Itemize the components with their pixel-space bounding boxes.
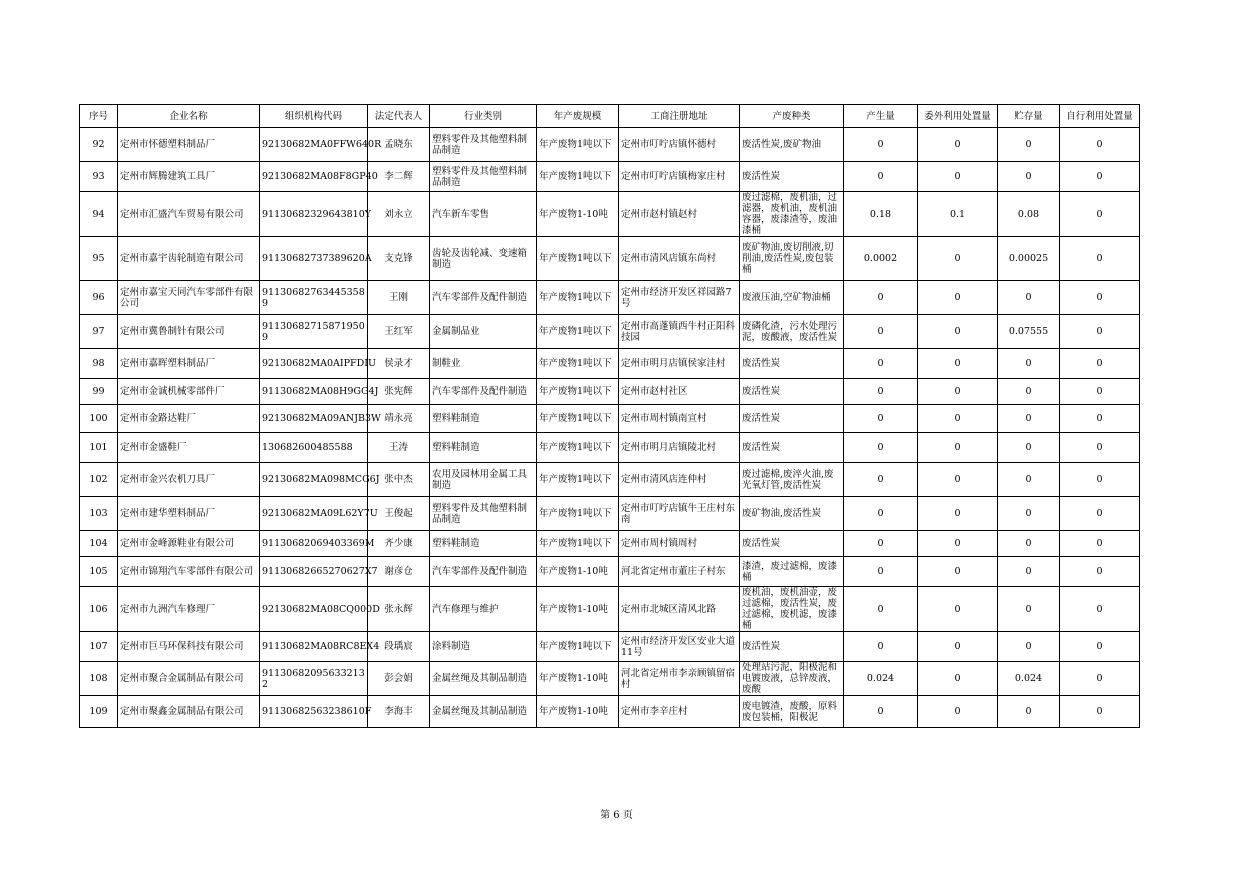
cell-no: 106 [80,587,118,632]
cell-rep: 王刚 [368,281,430,315]
waste-register-table-container [79,104,1140,728]
cell-store: 0 [998,379,1060,405]
cell-code: 91130682665270627X7 [260,557,368,587]
header-no: 序号 [80,105,118,128]
cell-name: 定州市汇盛汽车贸易有限公司 [118,192,260,237]
cell-code: 91130682MA08H9GG4J [260,379,368,405]
cell-addr: 定州市高蓬镇西牛村正阳科技园 [619,315,740,349]
cell-waste: 废活性炭 [740,162,844,192]
cell-industry: 农用及园林用金属工具制造 [430,463,537,497]
cell-rep: 张中杰 [368,463,430,497]
cell-addr: 定州市周村镇南宣村 [619,405,740,433]
header-row [80,105,1140,128]
cell-rep: 齐少康 [368,531,430,557]
cell-name: 定州市金盛鞋厂 [118,433,260,463]
cell-name: 定州市建华塑料制品厂 [118,497,260,531]
cell-name: 定州市辉腾建筑工具厂 [118,162,260,192]
table-row [80,662,1140,696]
cell-name: 定州市嘉宇齿轮制造有限公司 [118,237,260,281]
header-store: 贮存量 [998,105,1060,128]
cell-store: 0 [998,587,1060,632]
cell-gen: 0 [844,497,918,531]
cell-gen: 0 [844,349,918,379]
cell-industry: 制鞋业 [430,349,537,379]
table-row [80,557,1140,587]
cell-store: 0 [998,433,1060,463]
header-self: 自行利用处置量 [1060,105,1140,128]
table-row [80,128,1140,162]
cell-gen: 0 [844,632,918,662]
cell-waste: 废电镀渣，废酸，原料废包装桶，阳极泥 [740,696,844,728]
cell-scale: 年产废物1-10吨 [537,662,619,696]
cell-self: 0 [1060,128,1140,162]
cell-addr: 定州市叮咛店镇牛王庄村东南 [619,497,740,531]
cell-no: 92 [80,128,118,162]
cell-industry: 塑料鞋制造 [430,433,537,463]
cell-waste: 废活性炭 [740,405,844,433]
cell-self: 0 [1060,315,1140,349]
cell-code: 92130682MA08F8GP40 [260,162,368,192]
cell-store: 0.00025 [998,237,1060,281]
cell-addr: 定州市经济开发区安业大道11号 [619,632,740,662]
cell-out: 0 [918,587,998,632]
cell-scale: 年产废物1吨以下 [537,497,619,531]
cell-scale: 年产废物1-10吨 [537,192,619,237]
cell-addr: 定州市赵村镇赵村 [619,192,740,237]
header-out: 委外利用处置量 [918,105,998,128]
cell-scale: 年产废物1吨以下 [537,433,619,463]
cell-self: 0 [1060,405,1140,433]
cell-gen: 0 [844,281,918,315]
cell-scale: 年产废物1吨以下 [537,379,619,405]
cell-gen: 0 [844,379,918,405]
cell-store: 0 [998,531,1060,557]
cell-out: 0 [918,162,998,192]
cell-code: 130682600485588 [260,433,368,463]
header-name: 企业名称 [118,105,260,128]
cell-no: 102 [80,463,118,497]
cell-waste: 废活性炭 [740,433,844,463]
header-addr: 工商注册地址 [619,105,740,128]
cell-gen: 0 [844,557,918,587]
cell-gen: 0 [844,315,918,349]
cell-out: 0 [918,349,998,379]
cell-rep: 李二辉 [368,162,430,192]
cell-waste: 漆渣，废过滤棉，废漆桶 [740,557,844,587]
table-row [80,696,1140,728]
cell-addr: 定州市李辛庄村 [619,696,740,728]
cell-store: 0 [998,497,1060,531]
cell-industry: 塑料零件及其他塑料制品制造 [430,128,537,162]
cell-self: 0 [1060,349,1140,379]
cell-no: 109 [80,696,118,728]
table-row [80,531,1140,557]
cell-rep: 李海丰 [368,696,430,728]
cell-store: 0 [998,281,1060,315]
cell-scale: 年产废物1吨以下 [537,405,619,433]
cell-name: 定州市巨马环保科技有限公司 [118,632,260,662]
cell-code: 92130682MA08CQ000D [260,587,368,632]
cell-store: 0 [998,696,1060,728]
cell-waste: 处理站污泥，阳极泥和电镀废液，总锌废液，废酸 [740,662,844,696]
cell-rep: 张永辉 [368,587,430,632]
cell-self: 0 [1060,497,1140,531]
cell-self: 0 [1060,557,1140,587]
cell-no: 101 [80,433,118,463]
cell-rep: 刘永立 [368,192,430,237]
cell-waste: 废液压油,空矿物油桶 [740,281,844,315]
cell-scale: 年产废物1吨以下 [537,128,619,162]
cell-addr: 定州市清风店镇东尚村 [619,237,740,281]
page-number: 第 6 页 [600,810,633,821]
cell-scale: 年产废物1吨以下 [537,632,619,662]
cell-no: 108 [80,662,118,696]
cell-name: 定州市金兴农机刀具厂 [118,463,260,497]
cell-rep: 支克锋 [368,237,430,281]
table-row [80,237,1140,281]
cell-out: 0 [918,379,998,405]
cell-no: 98 [80,349,118,379]
cell-store: 0 [998,463,1060,497]
cell-waste: 废活性炭 [740,632,844,662]
cell-store: 0.08 [998,192,1060,237]
cell-scale: 年产废物1吨以下 [537,237,619,281]
cell-waste: 废活性炭 [740,349,844,379]
cell-code: 92130682MA0AIPFDIU [260,349,368,379]
cell-self: 0 [1060,379,1140,405]
cell-industry: 金属制品业 [430,315,537,349]
cell-self: 0 [1060,433,1140,463]
cell-name: 定州市聚合金属制品有限公司 [118,662,260,696]
cell-self: 0 [1060,696,1140,728]
cell-no: 105 [80,557,118,587]
cell-store: 0 [998,632,1060,662]
cell-addr: 定州市经济开发区祥园路7号 [619,281,740,315]
header-scale: 年产废规模 [537,105,619,128]
cell-store: 0 [998,349,1060,379]
cell-addr: 定州市北城区清风北路 [619,587,740,632]
cell-rep: 王红军 [368,315,430,349]
cell-industry: 塑料零件及其他塑料制品制造 [430,162,537,192]
cell-code: 91130682MA08RC8EX4 [260,632,368,662]
cell-rep: 彭会娟 [368,662,430,696]
cell-industry: 塑料鞋制造 [430,531,537,557]
cell-out: 0 [918,463,998,497]
cell-name: 定州市锦翔汽车零部件有限公司 [118,557,260,587]
header-waste: 产废种类 [740,105,844,128]
table-row [80,315,1140,349]
cell-waste: 废过滤棉，废机油，过滤器，废机油，废机油容器，废漆渣等，废油漆桶 [740,192,844,237]
cell-industry: 汽车新车零售 [430,192,537,237]
cell-out: 0.1 [918,192,998,237]
cell-rep: 王涛 [368,433,430,463]
cell-name: 定州市金峰源鞋业有限公司 [118,531,260,557]
cell-no: 94 [80,192,118,237]
cell-out: 0 [918,557,998,587]
cell-addr: 河北省定州市董庄子村东 [619,557,740,587]
cell-no: 97 [80,315,118,349]
cell-code: 92130682MA098MCG6J [260,463,368,497]
cell-scale: 年产废物1吨以下 [537,349,619,379]
cell-name: 定州市嘉宝天同汽车零部件有限公司 [118,281,260,315]
table-row [80,192,1140,237]
cell-gen: 0 [844,696,918,728]
cell-gen: 0 [844,162,918,192]
cell-gen: 0.0002 [844,237,918,281]
cell-self: 0 [1060,587,1140,632]
cell-code: 92130682MA09ANJB3W [260,405,368,433]
header-industry: 行业类别 [430,105,537,128]
cell-waste: 废过滤棉,废淬火油,废光氧灯管,废活性炭 [740,463,844,497]
cell-industry: 涂料制造 [430,632,537,662]
cell-rep: 张宪辉 [368,379,430,405]
cell-name: 定州市金诚机械零部件厂 [118,379,260,405]
cell-no: 93 [80,162,118,192]
cell-rep: 王俊起 [368,497,430,531]
cell-scale: 年产废物1吨以下 [537,162,619,192]
cell-code: 91130682069403369M [260,531,368,557]
cell-scale: 年产废物1吨以下 [537,531,619,557]
table-row [80,497,1140,531]
cell-addr: 定州市叮咛店镇怀德村 [619,128,740,162]
cell-gen: 0 [844,463,918,497]
waste-register-table [79,104,1140,728]
cell-no: 103 [80,497,118,531]
cell-rep: 靖永亮 [368,405,430,433]
cell-rep: 谢彦仓 [368,557,430,587]
cell-name: 定州市聚鑫金属制品有限公司 [118,696,260,728]
cell-industry: 金属丝绳及其制品制造 [430,662,537,696]
header-code: 组织机构代码 [260,105,368,128]
cell-self: 0 [1060,192,1140,237]
cell-industry: 汽车修理与维护 [430,587,537,632]
table-row [80,379,1140,405]
cell-waste: 废活性炭,废矿物油 [740,128,844,162]
cell-code: 91130682095633213 2 [260,662,368,696]
cell-rep: 孟晓东 [368,128,430,162]
cell-waste: 废矿物油,废活性炭 [740,497,844,531]
cell-no: 96 [80,281,118,315]
cell-no: 107 [80,632,118,662]
cell-waste: 废矿物油,废切削液,切削油,废活性炭,废包装桶 [740,237,844,281]
cell-industry: 汽车零部件及配件制造 [430,379,537,405]
cell-gen: 0 [844,128,918,162]
table-row [80,405,1140,433]
cell-no: 95 [80,237,118,281]
cell-scale: 年产废物1-10吨 [537,557,619,587]
cell-code: 92130682MA09L62Y7U [260,497,368,531]
cell-waste: 废磷化渣，污水处理污泥，废酸液，废活性炭 [740,315,844,349]
cell-addr: 河北省定州市李亲顾镇留宿村 [619,662,740,696]
cell-scale: 年产废物1吨以下 [537,315,619,349]
cell-addr: 定州市清风店连仲村 [619,463,740,497]
cell-name: 定州市嘉晖塑料制品厂 [118,349,260,379]
table-row [80,281,1140,315]
cell-out: 0 [918,315,998,349]
cell-out: 0 [918,237,998,281]
cell-waste: 废活性炭 [740,531,844,557]
cell-gen: 0 [844,531,918,557]
cell-waste: 废机油，废机油壶，废过滤棉，废活性炭，废过滤棉，废机滤，废漆桶 [740,587,844,632]
cell-name: 定州市九洲汽车修理厂 [118,587,260,632]
cell-out: 0 [918,281,998,315]
cell-industry: 齿轮及齿轮减、变速箱制造 [430,237,537,281]
cell-store: 0 [998,162,1060,192]
cell-store: 0 [998,128,1060,162]
cell-gen: 0.024 [844,662,918,696]
cell-addr: 定州市明月店镇侯家洼村 [619,349,740,379]
header-rep: 法定代表人 [368,105,430,128]
cell-self: 0 [1060,237,1140,281]
cell-out: 0 [918,433,998,463]
cell-addr: 定州市叮咛店镇梅家庄村 [619,162,740,192]
cell-self: 0 [1060,632,1140,662]
cell-code: 91130682737389620A [260,237,368,281]
cell-scale: 年产废物1-10吨 [537,696,619,728]
cell-gen: 0 [844,433,918,463]
cell-no: 104 [80,531,118,557]
cell-scale: 年产废物1吨以下 [537,463,619,497]
cell-self: 0 [1060,162,1140,192]
cell-waste: 废活性炭 [740,379,844,405]
cell-gen: 0.18 [844,192,918,237]
table-row [80,587,1140,632]
cell-store: 0.024 [998,662,1060,696]
cell-industry: 汽车零部件及配件制造 [430,557,537,587]
table-row [80,162,1140,192]
cell-scale: 年产废物1-10吨 [537,587,619,632]
cell-code: 91130682563238610F [260,696,368,728]
cell-self: 0 [1060,281,1140,315]
cell-name: 定州市怀德塑料制品厂 [118,128,260,162]
cell-industry: 金属丝绳及其制品制造 [430,696,537,728]
cell-no: 100 [80,405,118,433]
cell-store: 0.07555 [998,315,1060,349]
cell-out: 0 [918,128,998,162]
cell-industry: 塑料鞋制造 [430,405,537,433]
cell-scale: 年产废物1吨以下 [537,281,619,315]
cell-out: 0 [918,497,998,531]
cell-industry: 汽车零部件及配件制造 [430,281,537,315]
cell-store: 0 [998,557,1060,587]
cell-gen: 0 [844,405,918,433]
cell-out: 0 [918,662,998,696]
table-row [80,463,1140,497]
cell-self: 0 [1060,531,1140,557]
cell-rep: 侯录才 [368,349,430,379]
cell-self: 0 [1060,463,1140,497]
cell-code: 92130682MA0FFW640R [260,128,368,162]
cell-gen: 0 [844,587,918,632]
header-gen: 产生量 [844,105,918,128]
cell-industry: 塑料零件及其他塑料制品制造 [430,497,537,531]
table-row [80,632,1140,662]
cell-addr: 定州市周村镇周村 [619,531,740,557]
cell-out: 0 [918,696,998,728]
cell-no: 99 [80,379,118,405]
cell-store: 0 [998,405,1060,433]
cell-name: 定州市冀鲁制针有限公司 [118,315,260,349]
cell-code: 91130682763445358 9 [260,281,368,315]
cell-name: 定州市金路达鞋厂 [118,405,260,433]
cell-out: 0 [918,632,998,662]
cell-out: 0 [918,405,998,433]
cell-code: 91130682329643810Y [260,192,368,237]
cell-addr: 定州市赵村社区 [619,379,740,405]
cell-self: 0 [1060,662,1140,696]
cell-code: 91130682715871950 9 [260,315,368,349]
table-row [80,433,1140,463]
cell-out: 0 [918,531,998,557]
table-row [80,349,1140,379]
cell-addr: 定州市明月店镇陵北村 [619,433,740,463]
cell-rep: 段瑀宸 [368,632,430,662]
